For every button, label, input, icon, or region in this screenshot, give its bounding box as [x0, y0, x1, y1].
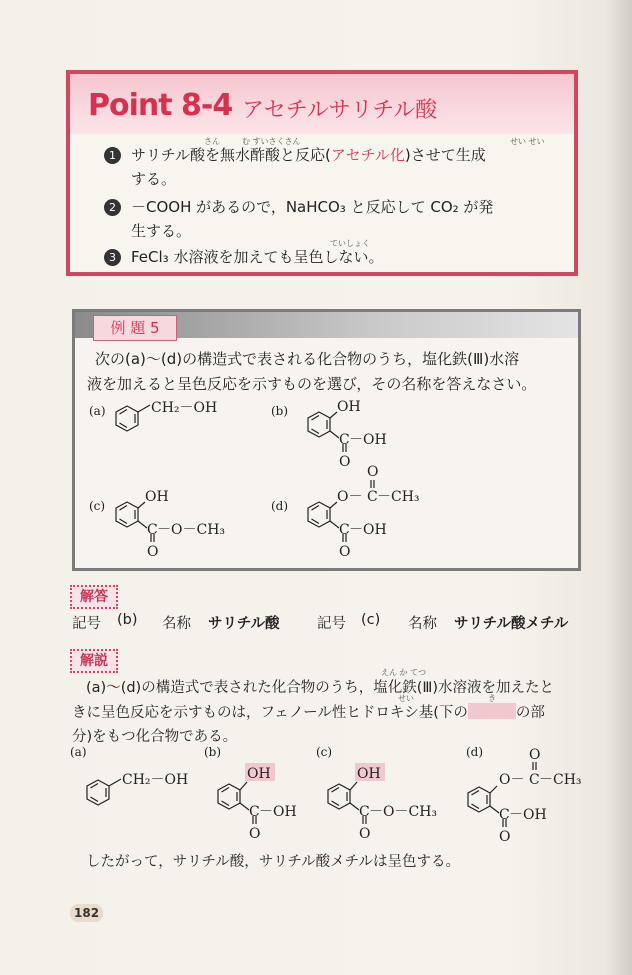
ex-c-oh: OH: [145, 489, 169, 505]
ex-d-o: O: [339, 544, 351, 560]
point-item-3: 3 FeCl₃ 水溶液を加えても呈色しない。: [104, 246, 383, 267]
page-number: 182: [70, 904, 103, 922]
ex-label-a: (a): [89, 404, 106, 418]
ruby-ki: き: [488, 694, 496, 703]
ruby-sei: せい: [398, 694, 414, 703]
answer-name-1: サリチル酸: [208, 616, 280, 632]
number-1-icon: 1: [104, 147, 121, 164]
ex-b-c: C: [339, 432, 350, 448]
example-structures: [75, 392, 578, 572]
exp-b-c: C: [249, 804, 260, 820]
point-box: [66, 70, 578, 276]
exp-c-c: C: [359, 804, 370, 820]
ex-d-o-top: O: [367, 464, 379, 480]
explanation-line2: きに呈色反応を示すものは，フェノール性ヒドロキシ基(下の の部: [72, 705, 545, 721]
ruby-entetsu: えん か てつ: [381, 668, 427, 677]
ex-c-och3: －O－CH₃: [157, 522, 226, 538]
ex-d-o-ester: O－: [337, 489, 363, 505]
ruby-teishoku: ていしょく: [330, 239, 370, 248]
example-question-line2: 液を加えると呈色反応を示すものを選び，その名称を答えなさい。: [87, 375, 537, 393]
answer-tag: 解答: [70, 585, 118, 609]
explanation-line3: 分)をもつ化合物である。: [72, 729, 238, 745]
ruby-musuisakusan: む すいさくさん: [242, 137, 301, 146]
answer-meisho-label-2: 名称: [408, 616, 437, 632]
ex-d-c: C: [339, 522, 350, 538]
point-item-2-cont: 生する。: [131, 222, 192, 240]
point-title: アセチルサリチル酸: [242, 98, 438, 123]
point-logo: Point 8-4: [88, 88, 233, 123]
answer-meisho-label-1: 名称: [162, 616, 191, 632]
ruby-seisei: せい せい: [510, 137, 545, 146]
answer-kigou-label-2: 記号: [317, 616, 346, 632]
exp-d-ch3: －CH₃: [539, 772, 582, 788]
exp-a-ch2oh: CH₂－OH: [122, 772, 189, 788]
answer-symbol-1: (b): [117, 612, 138, 628]
answer-kigou-label-1: 記号: [72, 616, 101, 632]
exp-b-oh2: －OH: [259, 804, 297, 820]
exp-d-c-acetyl: C: [529, 772, 540, 788]
ex-d-oh: －OH: [349, 522, 387, 538]
point-item-1: 1 サリチル酸を無水酢酸と反応(アセチル化)させて生成: [104, 144, 486, 165]
number-2-icon: 2: [104, 199, 121, 216]
exp-a-benzene-ring: [87, 779, 121, 805]
ex-b-oh2: －OH: [349, 432, 387, 448]
explanation-tag: 解説: [70, 649, 118, 673]
ex-d-c-acetyl: C: [367, 489, 378, 505]
exp-d-oh: －OH: [509, 807, 547, 823]
exp-c-o: O: [359, 826, 371, 842]
point-item-2: 2 －COOH があるので，NaHCO₃ と反応して CO₂ が発: [104, 196, 493, 217]
ruby-san: さん: [204, 137, 220, 146]
exp-d-o-top: O: [529, 747, 541, 763]
exp-b-oh: OH: [247, 766, 271, 782]
explanation-conclusion: したがって，サリチル酸，サリチル酸メチルは呈色する。: [86, 854, 460, 870]
answer-symbol-2: (c): [361, 612, 381, 628]
ex-label-c: (c): [89, 499, 106, 513]
acetylation-term: アセチル化: [330, 146, 405, 164]
explanation-line1: (a)〜(d)の構造式で表された化合物のうち，塩化鉄(Ⅲ)水溶液を加えたと: [86, 680, 555, 696]
explanation-structures: [66, 742, 626, 852]
example-box: [72, 309, 581, 571]
ex-a-benzene-ring: [116, 405, 150, 431]
ex-label-d: (d): [271, 499, 289, 513]
ex-label-b: (b): [271, 404, 289, 418]
answer-name-2: サリチル酸メチル: [454, 616, 569, 632]
point-item-1-cont: する。: [131, 170, 177, 188]
exp-label-a: (a): [70, 745, 87, 759]
exp-d-c: C: [499, 807, 510, 823]
exp-d-o-ester: O－: [499, 772, 525, 788]
number-3-icon: 3: [104, 249, 121, 266]
exp-c-oh: OH: [357, 766, 381, 782]
exp-b-o: O: [249, 826, 261, 842]
example-question-line1: 次の(a)〜(d)の構造式で表される化合物のうち，塩化鉄(Ⅲ)水溶: [95, 350, 520, 368]
point-header: [70, 74, 574, 134]
ex-b-o: O: [339, 454, 351, 470]
exp-label-c: (c): [316, 745, 333, 759]
example-tag: 例 題 5: [93, 315, 177, 341]
exp-label-b: (b): [204, 745, 222, 759]
ex-a-ch2oh: CH₂－OH: [151, 400, 218, 416]
ex-c-c: C: [147, 522, 158, 538]
exp-label-d: (d): [466, 745, 484, 759]
exp-c-och3: －O－CH₃: [369, 804, 438, 820]
ex-d-ch3: －CH₃: [377, 489, 420, 505]
exp-d-o: O: [499, 829, 511, 845]
highlight-swatch: [468, 703, 516, 719]
ex-b-oh: OH: [337, 399, 361, 415]
ex-c-o: O: [147, 544, 159, 560]
